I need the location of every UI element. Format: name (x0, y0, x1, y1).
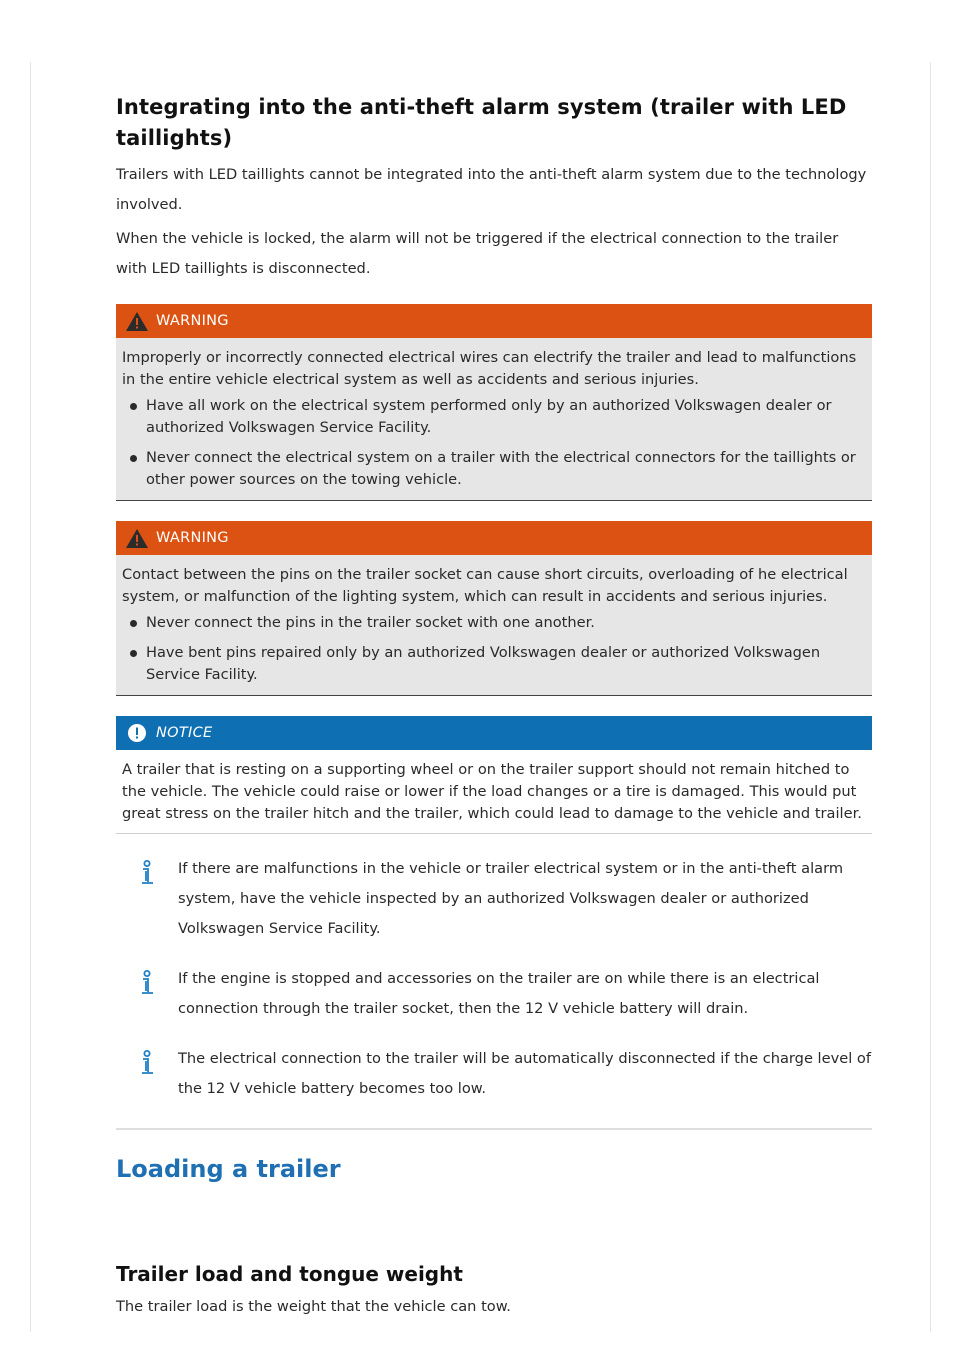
info-icon (116, 964, 178, 996)
section-heading-anti-theft: Integrating into the anti-theft alarm system (trailer with LED taillights) (116, 95, 847, 150)
info-note (116, 1044, 872, 1104)
info-note-text: If there are malfunctions in the vehicle or trailer electrical system or in the anti-theft alarm system, have the vehicle inspected by an authorized Volkswagen dealer or authorized Volkswagen Service Facility. (178, 860, 844, 937)
section-heading-trailer-load: Trailer load and tongue weight (116, 1262, 463, 1286)
warning-label: WARNING (156, 313, 229, 329)
warning-text: Improperly or incorrectly connected electrical wires can electrify the trailer and lead to malfunctions in the entire vehicle electrical system as well as accidents and serious injuries. (122, 349, 857, 388)
info-note (116, 964, 872, 1024)
warning-box-electrical-wires (116, 304, 872, 501)
list-item: Have all work on the electrical system performed only by an authorized Volkswagen dealer or authorized Volkswagen Service Facility. (122, 395, 864, 439)
paragraph: Trailers with LED taillights cannot be integrated into the anti-theft alarm system due to the technology involved. (116, 166, 867, 213)
warning-text: Contact between the pins on the trailer socket can cause short circuits, overloading of he electrical system, or malfunction of the lighting system, which can result in accidents and serious injuries. (122, 566, 848, 605)
page-content (116, 92, 872, 1326)
warning-triangle-icon (124, 527, 150, 549)
list-item: Never connect the electrical system on a trailer with the electrical connectors for the taillights or other power sources on the towing vehicle. (122, 447, 864, 491)
paragraph: The trailer load is the weight that the vehicle can tow. (116, 1298, 511, 1315)
warning-label: WARNING (156, 530, 229, 546)
list-item: Have bent pins repaired only by an authorized Volkswagen dealer or authorized Volkswagen Service Facility. (122, 642, 864, 686)
notice-text: A trailer that is resting on a supporting wheel or on the trailer support should not remain hitched to the vehicle. The vehicle could raise or lower if the load changes or a tire is damaged. This would put great stress on the trailer hitch and the trailer, which could lead to damage to the vehicle and trailer. (122, 761, 862, 822)
page-margin-line-left (30, 62, 31, 1332)
warning-body (116, 338, 872, 500)
notice-header (116, 716, 872, 750)
info-note (116, 854, 872, 944)
warning-bullet-list (122, 612, 864, 686)
paragraph: When the vehicle is locked, the alarm will not be triggered if the electrical connection to the trailer with LED taillights is disconnected. (116, 230, 839, 277)
warning-triangle-icon (124, 310, 150, 332)
exclamation-circle-icon (124, 722, 150, 744)
info-note-text: If the engine is stopped and accessories on the trailer are on while there is an electrical connection through the trailer socket, then the 12 V vehicle battery will drain. (178, 970, 820, 1017)
warning-bullet-list (122, 395, 864, 491)
section-divider (116, 1128, 872, 1130)
notice-body (116, 750, 872, 833)
page-margin-line-right (930, 62, 931, 1332)
warning-box-trailer-pins (116, 521, 872, 696)
list-item: Never connect the pins in the trailer socket with one another. (122, 612, 864, 634)
notice-box (116, 716, 872, 834)
notice-label: NOTICE (156, 725, 213, 741)
chapter-heading: Loading a trailer (116, 1155, 341, 1183)
info-icon (116, 854, 178, 886)
warning-body (116, 555, 872, 695)
info-icon (116, 1044, 178, 1076)
info-note-text: The electrical connection to the trailer will be automatically disconnected if the charge level of the 12 V vehicle battery becomes too low. (178, 1050, 871, 1097)
warning-header (116, 521, 872, 555)
warning-header (116, 304, 872, 338)
